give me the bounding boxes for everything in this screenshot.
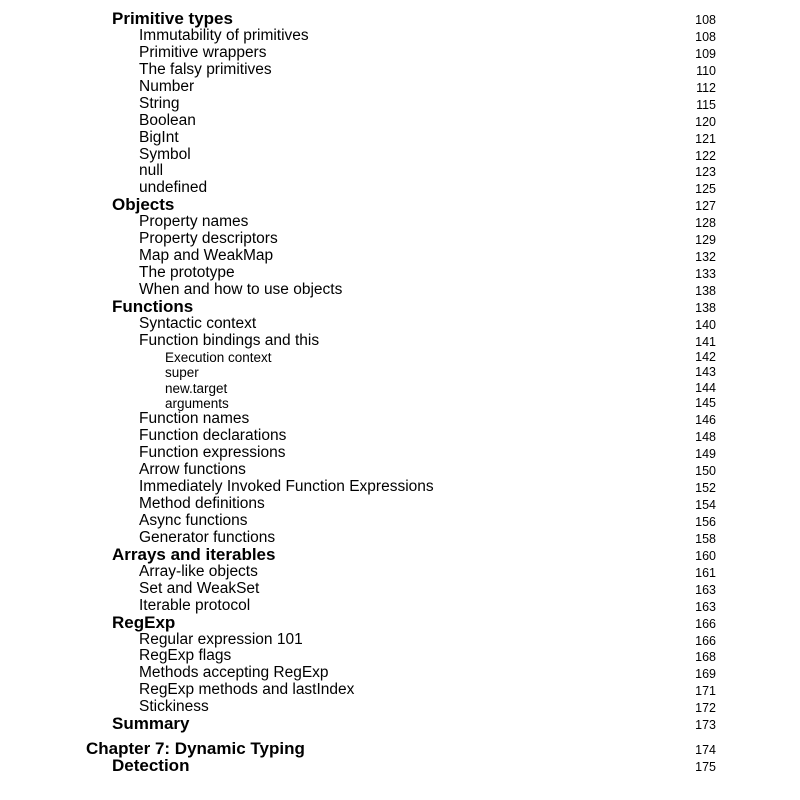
toc-entry-page-number: 109 bbox=[695, 46, 716, 61]
toc-entry-page-number: 108 bbox=[695, 13, 716, 27]
toc-section-entry[interactable] bbox=[0, 298, 800, 315]
toc-subsection-entry[interactable] bbox=[0, 647, 800, 664]
toc-subsection-entry[interactable] bbox=[0, 664, 800, 681]
toc-subsection-entry[interactable] bbox=[0, 444, 800, 461]
toc-entry-title: Function names bbox=[139, 410, 250, 428]
toc-entry-page-number: 173 bbox=[695, 718, 716, 733]
toc-entry-title: Arrow functions bbox=[139, 461, 246, 479]
toc-subsection-entry[interactable] bbox=[0, 315, 800, 332]
toc-entry-title: Arrays and iterables bbox=[112, 544, 276, 564]
toc-entry-title: Iterable protocol bbox=[139, 596, 251, 614]
toc-subsection-entry[interactable] bbox=[0, 27, 800, 44]
toc-subsection-entry[interactable] bbox=[0, 512, 800, 529]
toc-entry-title: RegExp flags bbox=[139, 647, 232, 665]
toc-entry-title: Set and WeakSet bbox=[139, 579, 260, 597]
toc-entry-title: The falsy primitives bbox=[139, 60, 272, 78]
toc-entry-page-number: 142 bbox=[695, 349, 716, 364]
toc-entry-title: Generator functions bbox=[139, 528, 276, 546]
toc-entry-title: new.target bbox=[165, 380, 228, 396]
toc-section-entry[interactable] bbox=[0, 10, 800, 27]
toc-subsection-entry[interactable] bbox=[0, 681, 800, 698]
table-of-contents bbox=[0, 10, 800, 774]
toc-subsection-entry[interactable] bbox=[0, 631, 800, 648]
toc-subsection-entry[interactable] bbox=[0, 61, 800, 78]
toc-entry-title: Function declarations bbox=[139, 427, 287, 445]
toc-entry-title: Primitive types bbox=[112, 9, 233, 28]
toc-entry-page-number: 174 bbox=[695, 743, 716, 758]
toc-entry-title: RegExp methods and lastIndex bbox=[139, 681, 355, 699]
toc-entry-title: Detection bbox=[112, 756, 190, 776]
toc-entry-page-number: 158 bbox=[695, 531, 716, 546]
toc-entry-title: Primitive wrappers bbox=[139, 43, 267, 61]
toc-section-entry[interactable] bbox=[0, 715, 800, 732]
toc-subsection-entry[interactable] bbox=[0, 247, 800, 264]
toc-entry-title: Number bbox=[139, 77, 195, 95]
toc-entry-page-number: 149 bbox=[695, 447, 716, 462]
toc-entry-title: Functions bbox=[112, 296, 194, 316]
toc-subsection-entry[interactable] bbox=[0, 580, 800, 597]
toc-subsection-entry[interactable] bbox=[0, 332, 800, 349]
toc-entry-page-number: 132 bbox=[695, 250, 716, 265]
toc-entry-page-number: 115 bbox=[696, 97, 716, 112]
toc-entry-title: Array-like objects bbox=[139, 562, 258, 580]
toc-section-entry[interactable] bbox=[0, 614, 800, 631]
toc-entry-page-number: 145 bbox=[695, 395, 716, 410]
toc-entry-title: Methods accepting RegExp bbox=[139, 664, 329, 682]
toc-subsection-entry[interactable] bbox=[0, 95, 800, 112]
toc-entry-title: undefined bbox=[139, 179, 208, 197]
toc-entry-title: String bbox=[139, 94, 180, 112]
toc-entry-page-number: 148 bbox=[695, 430, 716, 445]
toc-entry-page-number: 121 bbox=[695, 131, 716, 146]
toc-entry-page-number: 143 bbox=[695, 365, 716, 380]
toc-entry-title: Stickiness bbox=[139, 698, 209, 716]
toc-entry-title: Symbol bbox=[139, 145, 191, 163]
toc-entry-title: Function bindings and this bbox=[139, 331, 320, 349]
toc-entry-page-number: 123 bbox=[695, 165, 716, 180]
toc-entry-title: Regular expression 101 bbox=[139, 630, 303, 648]
toc-subsubsection-entry[interactable] bbox=[0, 364, 800, 379]
toc-entry-title: Function expressions bbox=[139, 444, 286, 462]
toc-subsection-entry[interactable] bbox=[0, 495, 800, 512]
toc-entry-page-number: 166 bbox=[695, 616, 716, 631]
toc-entry-page-number: 163 bbox=[695, 599, 716, 614]
toc-subsection-entry[interactable] bbox=[0, 461, 800, 478]
toc-subsection-entry[interactable] bbox=[0, 213, 800, 230]
toc-entry-page-number: 112 bbox=[696, 80, 716, 95]
toc-entry-title: The prototype bbox=[139, 264, 235, 282]
toc-subsection-entry[interactable] bbox=[0, 230, 800, 247]
toc-entry-page-number: 125 bbox=[695, 182, 716, 197]
toc-entry-title: Objects bbox=[112, 195, 175, 215]
toc-entry-page-number: 133 bbox=[695, 267, 716, 282]
toc-subsection-entry[interactable] bbox=[0, 129, 800, 146]
toc-entry-title: arguments bbox=[165, 395, 229, 411]
toc-entry-title: Execution context bbox=[165, 349, 272, 365]
toc-entry-page-number: 138 bbox=[695, 300, 716, 315]
toc-entry-page-number: 140 bbox=[695, 317, 716, 332]
toc-entry-page-number: 160 bbox=[695, 548, 716, 563]
toc-entry-page-number: 108 bbox=[695, 29, 716, 44]
toc-chapter-entry[interactable] bbox=[0, 740, 800, 757]
toc-entry-title: Chapter 7: Dynamic Typing bbox=[86, 739, 305, 759]
toc-entry-title: Boolean bbox=[139, 111, 196, 129]
toc-entry-title: Syntactic context bbox=[139, 314, 257, 332]
toc-subsection-entry[interactable] bbox=[0, 563, 800, 580]
toc-entry-page-number: 127 bbox=[695, 199, 716, 214]
toc-subsubsection-entry[interactable] bbox=[0, 395, 800, 410]
toc-entry-page-number: 154 bbox=[695, 498, 716, 512]
toc-subsection-entry[interactable] bbox=[0, 146, 800, 163]
toc-entry-title: super bbox=[165, 365, 199, 381]
toc-entry-page-number: 110 bbox=[696, 63, 716, 78]
toc-entry-title: Property descriptors bbox=[139, 230, 278, 248]
toc-subsubsection-entry[interactable] bbox=[0, 380, 800, 395]
toc-entry-page-number: 122 bbox=[695, 148, 716, 163]
toc-entry-page-number: 161 bbox=[695, 565, 716, 580]
toc-entry-page-number: 163 bbox=[695, 582, 716, 597]
toc-subsection-entry[interactable] bbox=[0, 427, 800, 444]
toc-entry-page-number: 175 bbox=[695, 760, 716, 775]
toc-entry-page-number: 144 bbox=[695, 380, 716, 395]
toc-subsection-entry[interactable] bbox=[0, 529, 800, 546]
toc-entry-page-number: 171 bbox=[695, 684, 716, 699]
toc-entry-title: When and how to use objects bbox=[139, 281, 343, 298]
toc-subsection-entry[interactable] bbox=[0, 698, 800, 715]
toc-subsection-entry[interactable] bbox=[0, 281, 800, 298]
toc-entry-page-number: 156 bbox=[695, 514, 716, 529]
toc-section-entry[interactable] bbox=[0, 757, 800, 774]
toc-entry-page-number: 152 bbox=[695, 481, 716, 496]
toc-entry-title: Property names bbox=[139, 213, 249, 231]
toc-entry-title: null bbox=[139, 162, 164, 180]
toc-entry-title: Map and WeakMap bbox=[139, 247, 274, 265]
toc-entry-page-number: 128 bbox=[695, 216, 716, 231]
toc-entry-page-number: 150 bbox=[695, 464, 716, 479]
toc-section-entry[interactable] bbox=[0, 546, 800, 563]
toc-entry-title: Immutability of primitives bbox=[139, 26, 309, 44]
toc-subsection-entry[interactable] bbox=[0, 112, 800, 129]
toc-section-entry[interactable] bbox=[0, 196, 800, 213]
toc-entry-page-number: 120 bbox=[695, 114, 716, 129]
toc-subsection-entry[interactable] bbox=[0, 478, 800, 495]
toc-entry-page-number: 169 bbox=[695, 667, 716, 682]
toc-entry-title: Summary bbox=[112, 714, 190, 734]
toc-subsection-entry[interactable] bbox=[0, 78, 800, 95]
toc-entry-page-number: 168 bbox=[695, 650, 716, 665]
toc-entry-title: RegExp bbox=[112, 612, 176, 632]
toc-entry-page-number: 146 bbox=[695, 413, 716, 428]
toc-subsection-entry[interactable] bbox=[0, 264, 800, 281]
toc-subsection-entry[interactable] bbox=[0, 179, 800, 196]
toc-entry-page-number: 141 bbox=[695, 334, 716, 349]
toc-subsection-entry[interactable] bbox=[0, 597, 800, 614]
toc-entry-page-number: 129 bbox=[695, 233, 716, 248]
toc-entry-page-number: 172 bbox=[695, 701, 716, 716]
toc-subsection-entry[interactable] bbox=[0, 44, 800, 61]
toc-subsection-entry[interactable] bbox=[0, 162, 800, 179]
toc-entry-title: Async functions bbox=[139, 511, 248, 529]
toc-entry-title: BigInt bbox=[139, 128, 179, 146]
toc-entry-title: Method definitions bbox=[139, 495, 265, 512]
toc-entry-page-number: 138 bbox=[695, 284, 716, 298]
toc-subsubsection-entry[interactable] bbox=[0, 349, 800, 364]
toc-entry-title: Immediately Invoked Function Expressions bbox=[139, 478, 434, 496]
toc-subsection-entry[interactable] bbox=[0, 410, 800, 427]
toc-entry-page-number: 166 bbox=[695, 633, 716, 648]
